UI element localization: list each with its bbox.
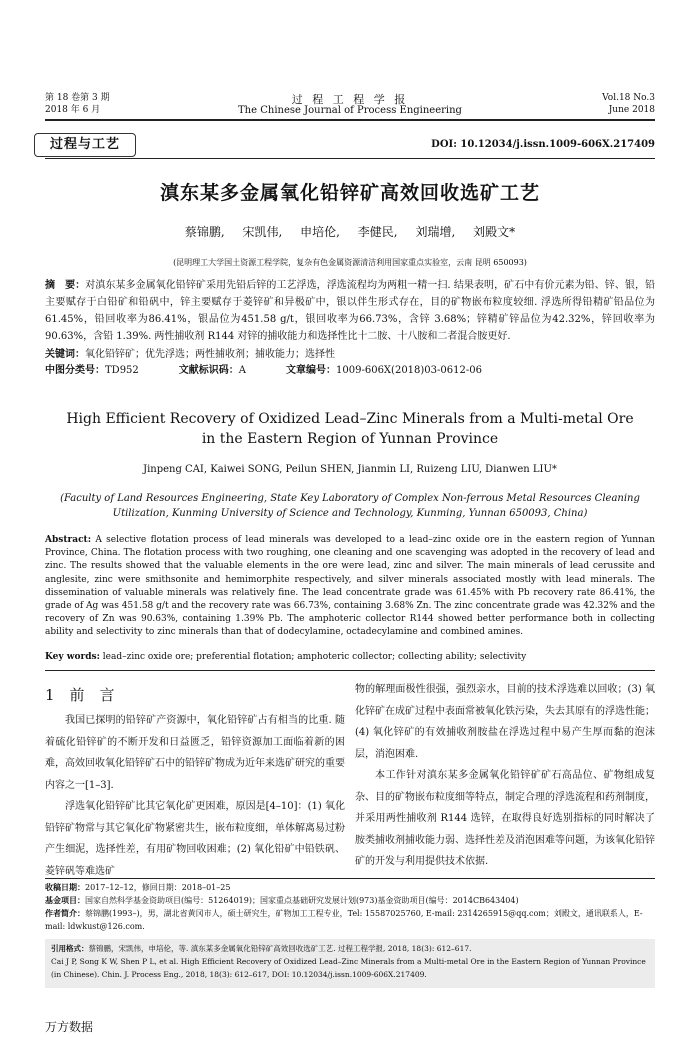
fund-info [45, 894, 655, 907]
watermark: 万方数据 [45, 1020, 94, 1034]
citation-cn: 蔡锦鹏，宋凯伟，申培伦，等. 滇东某多金属氧化铅锌矿高效回收选矿工艺. 过程工程学报, 2018, 18(3): 612–617. [88, 944, 472, 953]
keywords-en [45, 652, 655, 662]
article-no-label: 文章编号： [286, 365, 337, 376]
body-paragraph: 物的解理面极性很强，强烈亲水，目前的技术浮选难以回收；(3) 氧化锌矿在成矿过程中表面常被氧化铁污染，失去其原有的浮选性能；(4) 氧化锌矿的有效捕收剂胺盐在浮选过程中易产生厚而黏的泡沫层，消泡困难. [355, 684, 655, 760]
article-title-cn: 滇东某多金属氧化铅锌矿高效回收选矿工艺 [159, 182, 540, 204]
abstract-cn-text: 对滇东某多金属氧化铅锌矿采用先铅后锌的工艺浮选，浮选流程均为两粗一精一扫. 结果表明，矿石中有价元素为铅、锌、银，铅主要赋存于白铅矿和铅矾中，锌主要赋存于菱锌矿和异极矿中，银以伴生形式存在，目的矿物嵌布粒度较细. 浮选所得铅精矿铅品位为61.45%，铅回收率为86.41%，银品位为451.58 g/t，银回收率为66.73%，含锌 3.68%；锌精矿锌品位为42.32%，锌回收率为 90.63%，含铅 1.39%. 两性捕收剂 R144 对锌的捕收能力和选择性比十二胺、十八胺和二者混合胺更好. [45, 280, 656, 342]
authors-cn: 蔡锦鹏, 宋凯伟, 申培伦, 李健民, 刘瑞增, 刘殿文* [184, 225, 516, 239]
journal-title-cn: 过 程 工 程 学 报 [291, 93, 409, 106]
article-no-value: 1009-606X(2018)03-0612-06 [336, 365, 482, 376]
body-right-column [355, 679, 655, 873]
fund-text: 国家自然科学基金资助项目(编号：51264019)；国家重点基础研究发展计划(973)基金资助项目(编号：2014CB643404) [85, 896, 519, 905]
section-heading: 1 前 言 [45, 686, 115, 704]
received-text: 2017–12–12，修回日期：2018–01–25 [85, 883, 231, 892]
doi: DOI: 10.12034/j.issn.1009-606X.217409 [431, 139, 655, 150]
doc-code-label: 文献标识码： [178, 365, 239, 376]
author-info [45, 907, 655, 933]
citation-label: 引用格式： [51, 944, 89, 953]
affiliation-cn: (昆明理工大学国土资源工程学院，复杂有色金属资源清洁利用国家重点实验室，云南 昆明 650093) [173, 258, 527, 267]
clc-label: 中图分类号： [45, 365, 105, 376]
body-paragraph: 我国已探明的铅锌矿产资源中，氧化铅锌矿占有相当的比重. 随着硫化铅锌矿的不断开发和日益匮乏，铅锌资源加工面临着新的困难，高效回收氧化铅锌矿石中的铅锌矿物成为近年来选矿研究的重要内容之一[1–3]. [45, 715, 345, 791]
body-paragraph: 本工作针对滇东某多金属氧化铅锌矿矿石高品位、矿物组成复杂、目的矿物嵌布粒度细等特点，制定合理的浮选流程和药剂制度，并采用两性捕收剂 R144 选锌，在取得良好选别指标的同时解决了胺类捕收剂捕收能力弱、选择性差及消泡困难等问题，为该氧化铅锌矿的开发与利用提供技术依据. [355, 770, 655, 867]
date-cn: 2018 年 6 月 [45, 105, 101, 115]
affiliation-en: (Faculty of Land Resources Engineering, State Key Laboratory of Complex Non-ferrous Metal Resources Cleaning Utilization, Kunming University of Science and Technology, Kunming, Yunnan 650093, China) [60, 493, 640, 519]
section-tag: 过程与工艺 [34, 133, 136, 157]
abstract-en-label: Abstract: [45, 535, 92, 545]
article-title-en: High Efficient Recovery of Oxidized Lead–Zinc Minerals from a Multi-metal Ore in the Eastern Region of Yunnan Province [66, 411, 634, 447]
keywords-en-text: lead–zinc oxide ore; preferential flotation; amphoteric collector; collecting ability; selectivity [102, 652, 527, 662]
keywords-cn-label: 关键词： [45, 349, 85, 360]
keywords-en-label: Key words: [45, 652, 100, 662]
abstract-en [45, 534, 655, 640]
received-label: 收稿日期： [45, 882, 85, 892]
author-label: 作者简介： [45, 908, 85, 918]
citation-box [45, 939, 655, 988]
body-left-column [45, 710, 345, 882]
body-paragraph: 浮选氧化铅锌矿比其它氧化矿更困难，原因是[4–10]：(1) 氧化铅锌矿物常与其它氧化矿物紧密共生，嵌布粒度细，单体解离易过粉产生细泥，选择性差，有用矿物回收困难；(2) 氧化铅矿中铅铁矾、菱锌矾等难选矿 [45, 801, 345, 877]
volume-cn: 第 18 卷第 3 期 [45, 93, 110, 103]
abstract-divider [45, 670, 655, 671]
received-dates [45, 881, 655, 894]
fund-label: 基金项目： [45, 895, 85, 905]
date-en: June 2018 [608, 105, 655, 115]
journal-title-en: The Chinese Journal of Process Engineering [238, 105, 462, 116]
abstract-en-text: A selective flotation process of lead minerals was developed to a lead–zinc oxide ore in the eastern region of Yunnan Province, China. The flotation process with two roughing, one cleaning and one scavenging was adopted in the recovery of lead and zinc. The results showed that the valuable elements in the ore were lead, zinc and silver. The main minerals of lead cerussite and anglesite, zinc were smithsonite and hemimorphite respectively, and silver minerals associated mostly with lead minerals. The dissemination of valuable minerals was relatively fine. The lead concentrate grade was 61.45% with Pb recovery rate 86.41%, the grade of Ag was 451.58 g/t and the recovery rate was 66.73%, containing 3.68% Zn. The zinc concentrate grade was 42.32% and the recovery of Zn was 90.63%, containing 1.39% Pb. The amphoteric collector R144 showed better performance both in collecting ability and selectivity to zinc minerals than that of dodecylamine, octadecylamine and combined amines. [45, 535, 655, 638]
clc-value: TD952 [105, 365, 139, 376]
citation-en: Cai J P, Song K W, Shen P L, et al. High Efficient Recovery of Oxidized Lead–Zinc Minerals from a Multi-metal Ore in the Eastern Region of Yunnan Province (in Chinese). Chin. J. Process Eng., 2018, 18(3): 612–617, DOI: 10.12034/j.issn.1009-606X.217409. [51, 957, 646, 979]
classification-line [45, 362, 655, 379]
authors-en: Jinpeng CAI, Kaiwei SONG, Peilun SHEN, Jianmin LI, Ruizeng LIU, Dianwen LIU* [143, 464, 557, 475]
abstract-cn-label: 摘 要： [45, 280, 86, 291]
header-rule [45, 119, 655, 121]
keywords-cn [45, 346, 655, 363]
footnote-rule [45, 878, 655, 879]
top-divider [45, 158, 655, 159]
abstract-cn [45, 277, 655, 345]
volume-en: Vol.18 No.3 [602, 93, 655, 103]
doc-code-value: A [238, 365, 247, 376]
author-text: 蔡锦鹏(1993–)，男，湖北省黄冈市人，硕士研究生，矿物加工工程专业，Tel: 15587025760, E-mail: 2314265915@qq.com；刘殿文，通讯联系人，E-mail: ldwkust@126.com. [45, 909, 643, 931]
keywords-cn-text: 氧化铅锌矿；优先浮选；两性捕收剂；捕收能力；选择性 [85, 349, 335, 360]
